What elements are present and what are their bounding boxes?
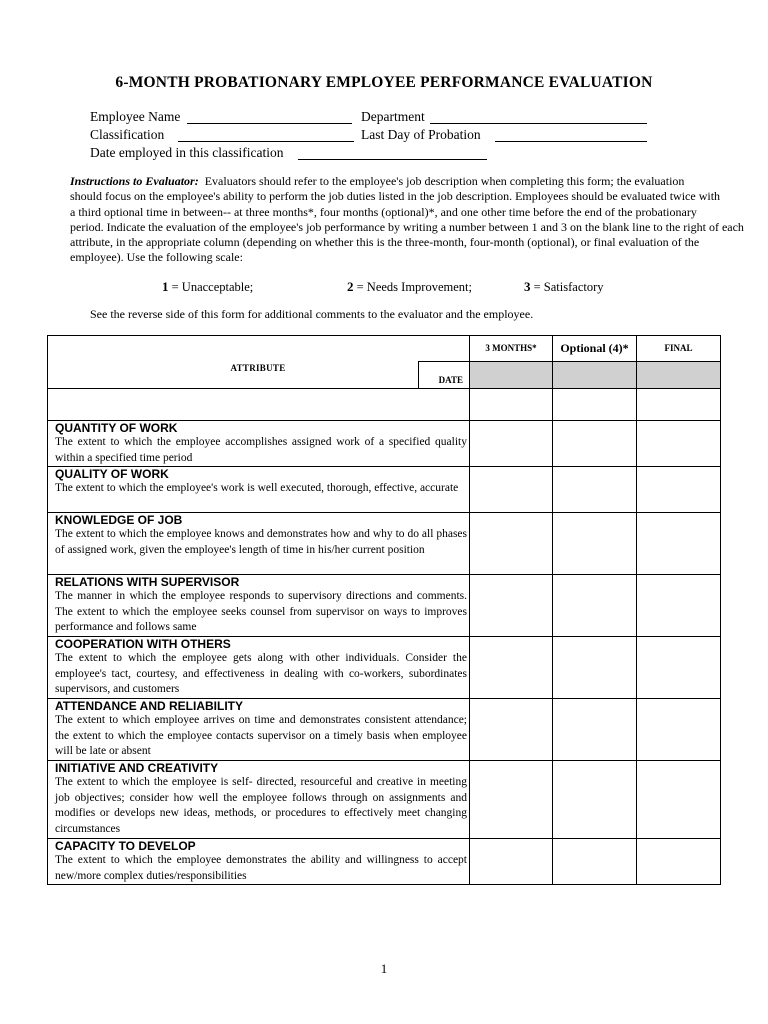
instructions-line: employee). Use the following scale: <box>70 250 243 265</box>
score-cell-optional[interactable] <box>553 467 637 513</box>
score-cell-optional[interactable] <box>553 839 637 885</box>
last-day-field[interactable] <box>495 127 647 142</box>
score-cell-final[interactable] <box>637 421 721 467</box>
attribute-description: The extent to which the employee gets along with other individuals. Consider the employee's tact, courtesy, and effectiveness in dealing with co-workers, subordinates supervisors, and customers <box>55 652 467 695</box>
score-cell-final[interactable] <box>637 699 721 761</box>
instructions-label: Instructions to Evaluator: <box>70 174 199 188</box>
table-row <box>48 575 721 637</box>
attribute-name: QUANTITY OF WORK <box>55 421 178 435</box>
classification-field[interactable] <box>178 127 354 142</box>
table-row <box>48 421 721 467</box>
attribute-name: COOPERATION WITH OTHERS <box>55 637 231 651</box>
score-cell-3-months[interactable] <box>470 467 553 513</box>
date-employed-label: Date employed in this classification <box>90 145 284 160</box>
score-cell-3-months[interactable] <box>470 575 553 637</box>
page-number: 1 <box>380 961 388 976</box>
attribute-name: QUALITY OF WORK <box>55 467 169 481</box>
attribute-description: The extent to which the employee's work is well executed, thorough, effective, accurate <box>55 482 459 494</box>
instructions-line: Evaluators should refer to the employee's job description when completing this form; the evaluation <box>204 174 685 188</box>
score-cell-optional[interactable] <box>553 761 637 839</box>
last-day-label: Last Day of Probation <box>361 127 481 142</box>
score-cell-3-months[interactable] <box>470 637 553 699</box>
score-cell-final[interactable] <box>637 761 721 839</box>
attribute-description: The extent to which the employee is self- directed, resourceful and creative in meeting job objectives; consider how well the employee follows through on assignments and modifies or develops new ideas, methods, or procedures to effectively meet changing circumstances <box>55 776 467 835</box>
score-cell-3-months[interactable] <box>470 421 553 467</box>
date-label: DATE <box>438 375 463 385</box>
date-cell-optional[interactable] <box>553 361 637 388</box>
see-reverse-note: See the reverse side of this form for additional comments to the evaluator and the employee. <box>90 307 534 321</box>
table-row <box>48 513 721 575</box>
score-cell-optional[interactable] <box>553 421 637 467</box>
scale-item-3: 3 = Satisfactory <box>524 279 604 294</box>
score-cell-optional[interactable] <box>553 513 637 575</box>
instructions-line: attribute, in the appropriate column (depending on whether this is the three-month, four-month (optional), or final evaluation of the <box>70 235 700 250</box>
employee-name-label: Employee Name <box>90 109 181 124</box>
evaluation-table <box>47 335 721 885</box>
classification-label: Classification <box>90 127 165 142</box>
department-label: Department <box>361 109 425 124</box>
date-label-box <box>418 361 469 388</box>
date-employed-field[interactable] <box>298 145 487 160</box>
date-cell-3-months[interactable] <box>470 361 553 388</box>
instructions <box>70 174 760 266</box>
date-cell-final[interactable] <box>637 361 721 388</box>
col-header-optional: Optional (4)* <box>553 336 637 362</box>
blank-row-cell <box>48 389 470 421</box>
attribute-name: KNOWLEDGE OF JOB <box>55 513 183 527</box>
department-field[interactable] <box>430 109 647 124</box>
attribute-description: The extent to which employee arrives on time and demonstrates consistent attendance; the extent to which the employee contacts supervisor on a timely basis when employee will be late or absent <box>55 714 467 757</box>
score-cell-final[interactable] <box>637 467 721 513</box>
score-cell-3-months[interactable] <box>470 699 553 761</box>
attribute-description: The extent to which the employee demonstrates the ability and willingness to accept new/more complex duties/responsibilities <box>55 854 467 882</box>
scale-item-2: 2 = Needs Improvement; <box>347 279 472 294</box>
table-row <box>48 839 721 885</box>
score-cell-3-months[interactable] <box>470 513 553 575</box>
attribute-name: CAPACITY TO DEVELOP <box>55 839 196 853</box>
table-row <box>48 699 721 761</box>
attribute-description: The extent to which the employee accomplishes assigned work of a specified quality within a specified time period <box>55 436 467 464</box>
attribute-header: ATTRIBUTE <box>230 363 286 373</box>
col-header-final: FINAL <box>637 336 721 362</box>
score-cell-optional[interactable] <box>553 637 637 699</box>
attribute-name: RELATIONS WITH SUPERVISOR <box>55 575 240 589</box>
blank-row-cell <box>637 389 721 421</box>
score-cell-3-months[interactable] <box>470 761 553 839</box>
attribute-description: The extent to which the employee knows and demonstrates how and why to do all phases of assigned work, given the employee's length of time in his/her current position <box>55 528 467 556</box>
scale-item-1: 1 = Unacceptable; <box>162 279 254 294</box>
score-cell-3-months[interactable] <box>470 839 553 885</box>
attribute-header-cell <box>48 336 470 389</box>
instructions-line: a third optional time in between-- at three months*, four months (optional)*, and one other time before the end of the probationary <box>70 204 697 219</box>
employee-name-field[interactable] <box>187 109 352 124</box>
blank-row-cell <box>470 389 553 421</box>
instructions-line: period. Indicate the evaluation of the employee's job performance by writing a number between 1 and 3 on the blank line to the right of each <box>70 219 744 234</box>
page-title: 6-MONTH PROBATIONARY EMPLOYEE PERFORMANCE EVALUATION <box>115 74 653 91</box>
table-row <box>48 637 721 699</box>
table-row <box>48 467 721 513</box>
score-cell-final[interactable] <box>637 575 721 637</box>
attribute-name: INITIATIVE AND CREATIVITY <box>55 761 219 775</box>
attribute-description: The manner in which the employee responds to supervisory directions and comments. The extent to which the employee seeks counsel from supervisor on ways to improves performance and follows same <box>55 590 467 633</box>
score-cell-final[interactable] <box>637 513 721 575</box>
score-cell-final[interactable] <box>637 839 721 885</box>
instructions-line: should focus on the employee's ability to perform the job duties listed in the job description. Employees should be evaluated twice with <box>70 189 721 204</box>
blank-row-cell <box>553 389 637 421</box>
col-header-3-months: 3 MONTHS* <box>470 336 553 362</box>
attribute-name: ATTENDANCE AND RELIABILITY <box>55 699 243 713</box>
score-cell-optional[interactable] <box>553 575 637 637</box>
score-cell-optional[interactable] <box>553 699 637 761</box>
table-row <box>48 761 721 839</box>
score-cell-final[interactable] <box>637 637 721 699</box>
